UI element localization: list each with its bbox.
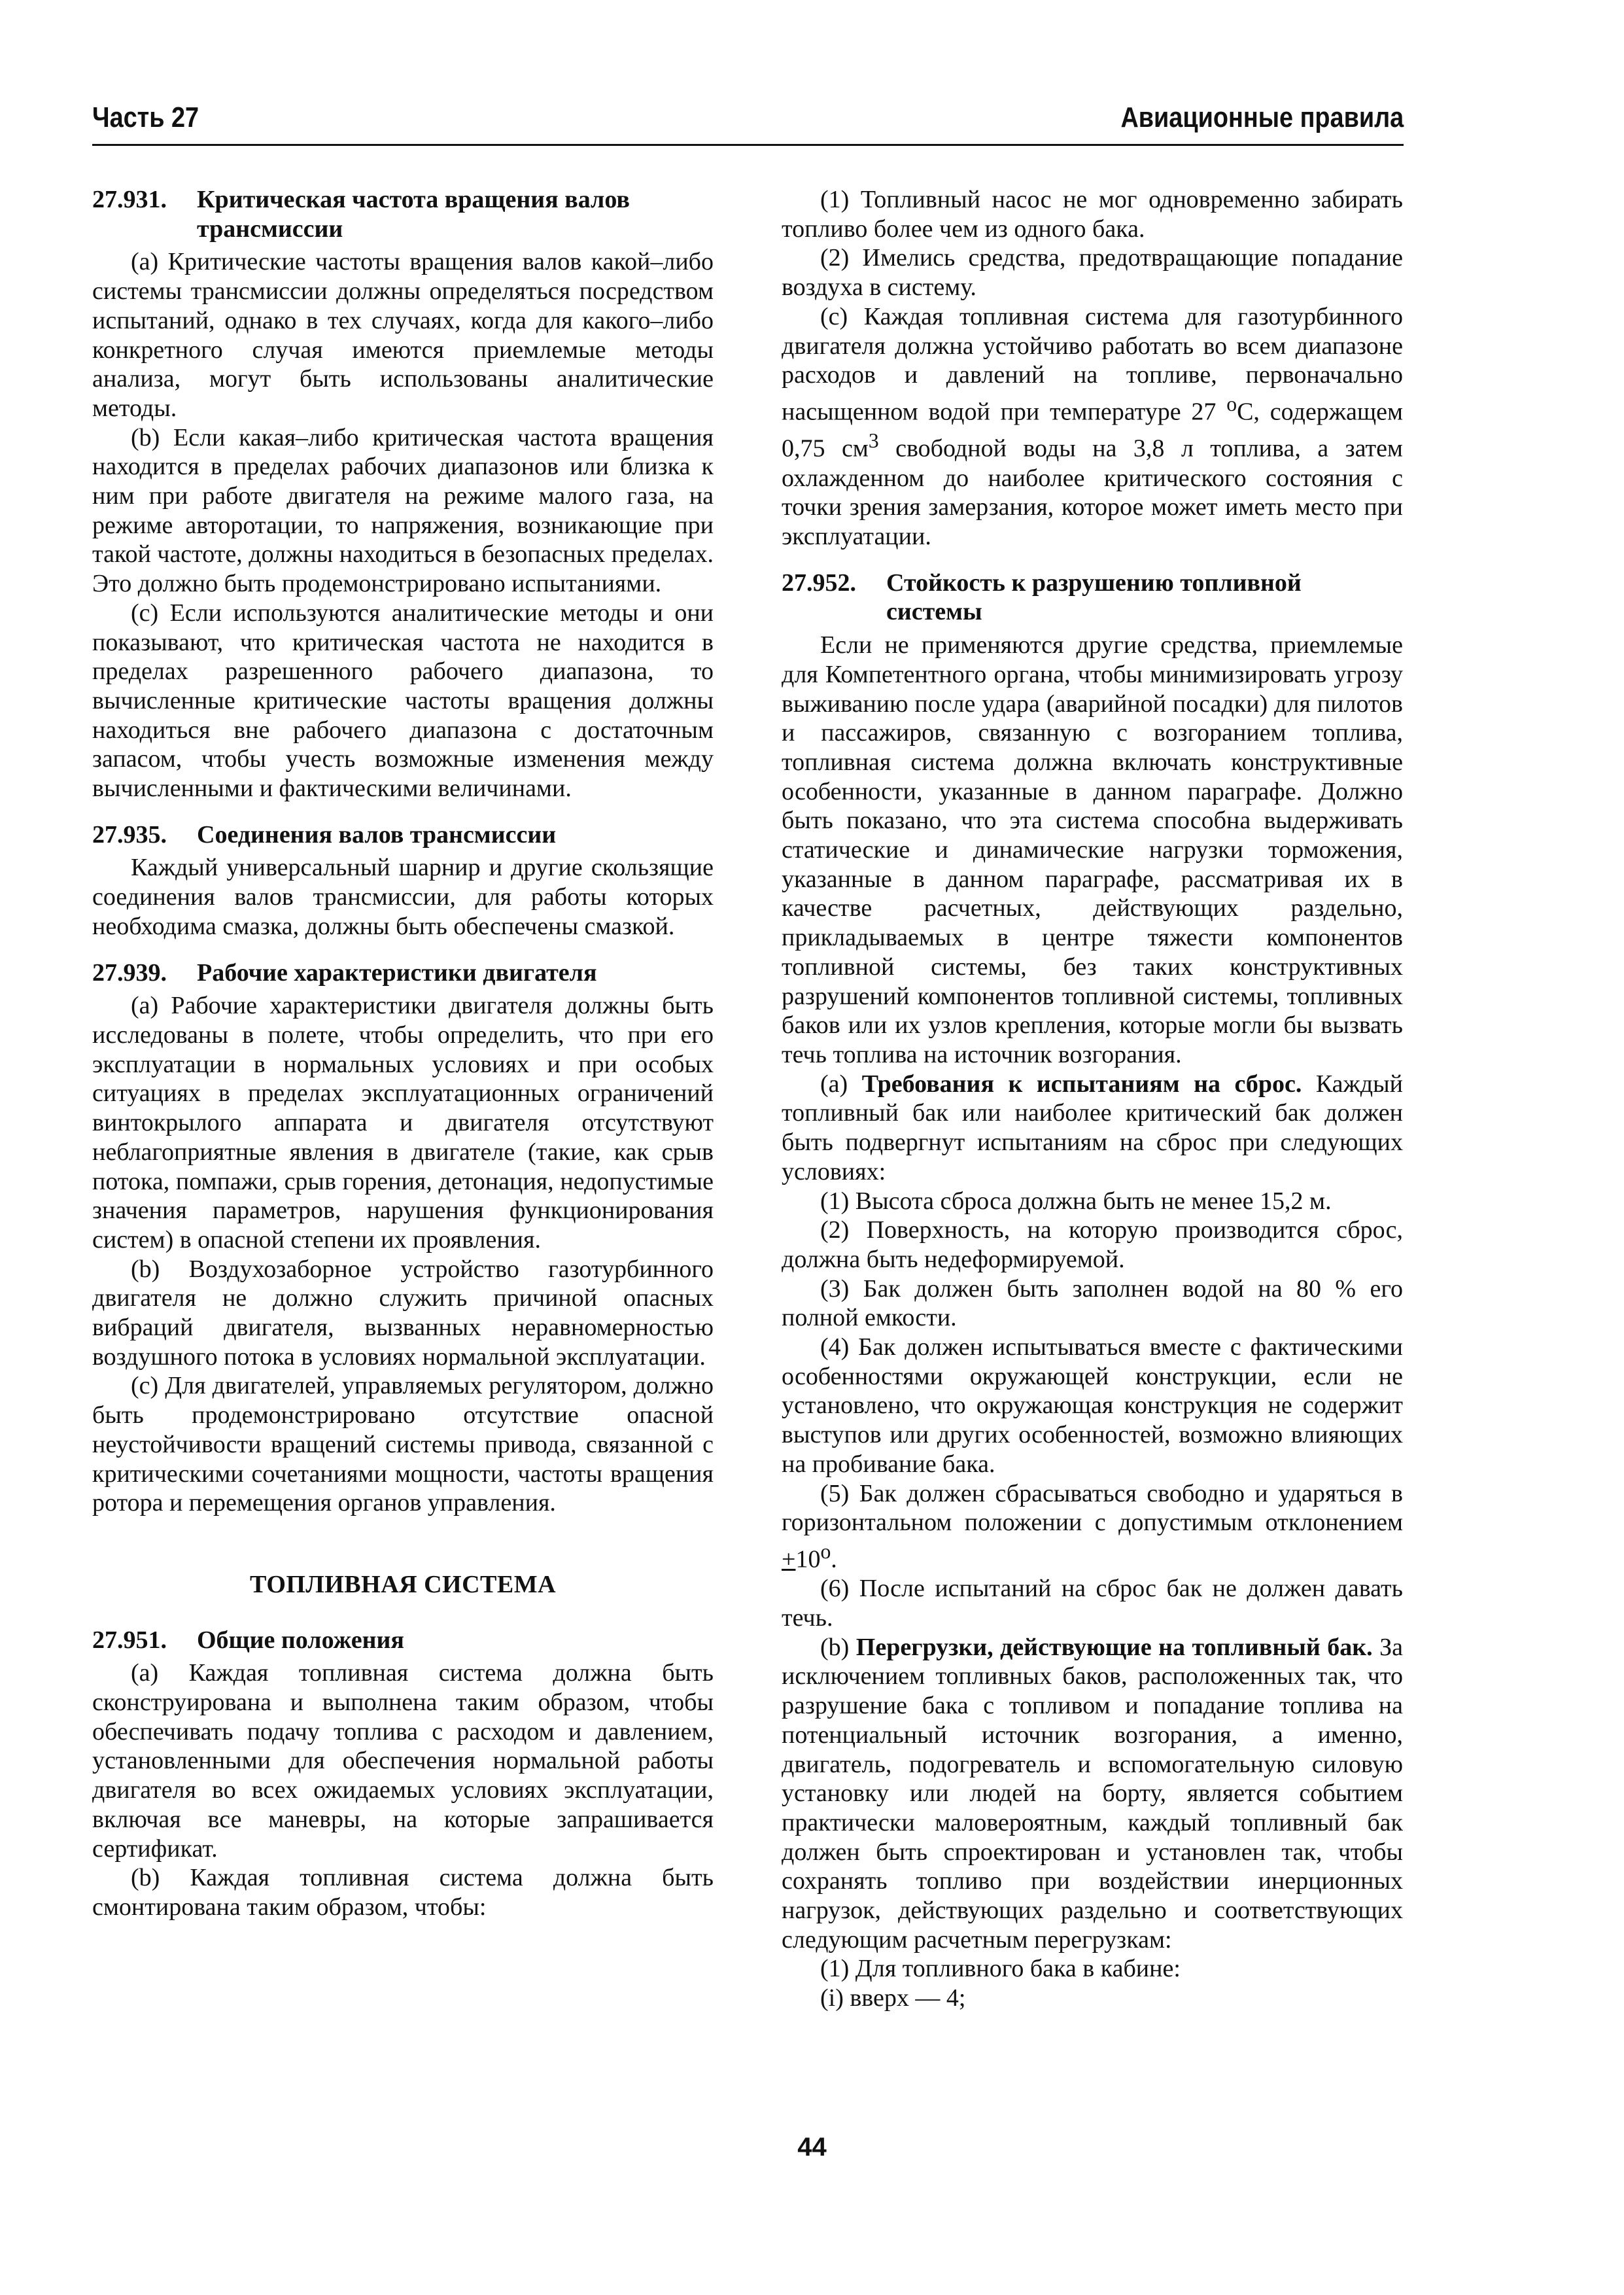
paragraph: (2) Имелись средства, предотвращающие попадание воздуха в систему. bbox=[782, 244, 1403, 302]
paragraph: (b) Каждая топливная система должна быть смонтирована таким образом, чтобы: bbox=[92, 1864, 714, 1921]
paragraph: (1) Для топливного бака в кабине: bbox=[820, 1955, 1181, 1983]
section-heading-27-951 bbox=[92, 1626, 714, 1655]
paragraph: (1) Высота сброса должна быть не менее 15,2 м. bbox=[820, 1187, 1332, 1215]
section-title: Стойкость к разрушению топливной системы bbox=[886, 569, 1302, 626]
section-title: Рабочие характеристики двигателя bbox=[197, 958, 597, 987]
page-header bbox=[92, 98, 1404, 146]
left-column bbox=[92, 185, 714, 1922]
section-number: 27.935. bbox=[92, 820, 167, 849]
section-title: Общие положения bbox=[197, 1626, 404, 1654]
header-title: Авиационные правила bbox=[1120, 101, 1404, 133]
section-number: 27.951. bbox=[92, 1626, 167, 1654]
section-heading-27-931 bbox=[92, 185, 714, 243]
section-heading-27-935 bbox=[92, 820, 714, 850]
paragraph: (b) Если какая–либо критическая частота вращения находится в пределах рабочих диапазонов или близка к ним при работе двигателя на режиме малого газа, на режиме авторотации, то напряжения, возникающие при такой частоте, должны находиться в безопасных пределах. Это должно быть продемонстрировано испытаниями. bbox=[92, 423, 714, 598]
paragraph: (а) Рабочие характеристики двигателя должны быть исследованы в полете, чтобы определить, что при его эксплуатации в нормальных условиях и при особых ситуациях в пределах эксплуатационных ограничений винтокрылого аппарата и двигателя отсутствуют неблагоприятные явления в двигателе (такие, как срыв потока, помпажи, срыв горения, детонация, недопустимые значения параметров, нарушения функционирования систем) в опасной степени их проявления. bbox=[92, 992, 714, 1253]
section-number: 27.931. bbox=[92, 186, 167, 213]
paragraph: (а) Требования к испытаниям на сброс. Каждый топливный бак или наиболее критический бак должен быть подвергнут испытаниям на сброс при следующих условиях: bbox=[782, 1070, 1403, 1185]
section-title: Критическая частота вращения валов трансмиссии bbox=[197, 186, 630, 243]
header-part: Часть 27 bbox=[92, 101, 199, 133]
paragraph: (3) Бак должен быть заполнен водой на 80 % его полной емкости. bbox=[782, 1274, 1403, 1332]
paragraph: Каждый универсальный шарнир и другие скользящие соединения валов трансмиссии, для работы которых необходима смазка, должны быть обеспечены смазкой. bbox=[92, 854, 714, 940]
chapter-heading-fuel-system: ТОПЛИВНАЯ СИСТЕМА bbox=[249, 1570, 557, 1598]
right-column bbox=[782, 185, 1403, 2013]
paragraph: (i) вверх — 4; bbox=[820, 1984, 966, 2012]
paragraph: (5) Бак должен сбрасываться свободно и ударяться в горизонтальном положении с допустимым отклонением $+10^о$. bbox=[782, 1479, 1403, 1573]
section-title: Соединения валов трансмиссии bbox=[197, 820, 557, 849]
paragraph: (1) Топливный насос не мог одновременно забирать топливо более чем из одного бака. bbox=[782, 186, 1403, 243]
section-heading-27-939 bbox=[92, 958, 714, 988]
section-number: 27.952. bbox=[782, 569, 856, 597]
paragraph: (с) Для двигателей, управляемых регулятором, должно быть продемонстрировано отсутствие опасной неустойчивости вращений системы привода, связанной с критическими сочетаниями мощности, частоты вращения ротора и перемещения органов управления. bbox=[92, 1372, 714, 1517]
paragraph: (а) Каждая топливная система должна быть сконструирована и выполнена таким образом, чтобы обеспечивать подачу топлива с расходом и давлением, установленными для обеспечения нормальной работы двигателя во всех ожидаемых условиях эксплуатации, включая все маневры, на которые запрашивается сертификат. bbox=[92, 1659, 714, 1863]
section-heading-27-952 bbox=[782, 569, 1403, 627]
paragraph: (с) Каждая топливная система для газотурбинного двигателя должна устойчиво работать во всем диапазоне расходов и давлений на топливе, первоначально насыщенном водой при температуре 27 $^о$С, содержащем 0,75 $см^3$ свободной воды на 3,8 л топлива, а затем охлажденном до наиболее критического состояния с точки зрения замерзания, которое может иметь место при эксплуатации. bbox=[782, 302, 1403, 551]
page-number: 44 bbox=[797, 2133, 827, 2162]
paragraph: (b) Перегрузки, действующие на топливный бак. За исключением топливных баков, расположенных так, что разрушение бака с топливом и попадание топлива на потенциальный источник возгорания, а именно, двигатель, подогреватель и вспомогательную силовую установку или людей на борту, является событием практически маловероятным, каждый топливный бак должен быть спроектирован и установлен так, чтобы сохранять топливо при воздействии инерционных нагрузок, действующих раздельно и соответствующих следующим расчетным перегрузкам: bbox=[782, 1633, 1403, 1953]
paragraph: (4) Бак должен испытываться вместе с фактическими особенностями окружающей конструкции, если не установлено, что окружающая конструкция не содержит выступов или других особенностей, возможно влияющих на пробивание бака. bbox=[782, 1333, 1403, 1478]
paragraph: (b) Воздухозаборное устройство газотурбинного двигателя не должно служить причиной опасных вибраций двигателя, вызванных неравномерностью воздушного потока в условиях нормальной эксплуатации. bbox=[92, 1255, 714, 1371]
paragraph: Если не применяются другие средства, приемлемые для Компетентного органа, чтобы минимизировать угрозу выживанию после удара (аварийной посадки) для пилотов и пассажиров, связанную с возгоранием топлива, топливная система должна включать конструктивные особенности, указанные в данном параграфе. Должно быть показано, что эта система способна выдерживать статические и динамические нагрузки торможения, указанные в данном параграфе, рассматривая их в качестве расчетных, действующих раздельно, прикладываемых в центре тяжести компонентов топливной системы, без таких конструктивных разрушений компонентов топливной системы, топливных баков или их узлов крепления, которые могли бы вызвать течь топлива на источник возгорания. bbox=[782, 631, 1403, 1068]
paragraph: (6) После испытаний на сброс бак не должен давать течь. bbox=[782, 1575, 1403, 1632]
paragraph: (2) Поверхность, на которую производится сброс, должна быть недеформируемой. bbox=[782, 1216, 1403, 1273]
paragraph: (с) Если используются аналитические методы и они показывают, что критическая частота не находится в пределах разрешенного рабочего диапазона, то вычисленные критические частоты вращения должны находиться вне рабочего диапазона с достаточным запасом, чтобы учесть возможные изменения между вычисленными и фактическими величинами. bbox=[92, 599, 714, 803]
section-number: 27.939. bbox=[92, 958, 167, 987]
paragraph: (а) Критические частоты вращения валов какой–либо системы трансмиссии должны определяться посредством испытаний, однако в тех случаях, когда для какого–либо конкретного случая имеются приемлемые методы анализа, могут быть использованы аналитические методы. bbox=[92, 248, 714, 422]
